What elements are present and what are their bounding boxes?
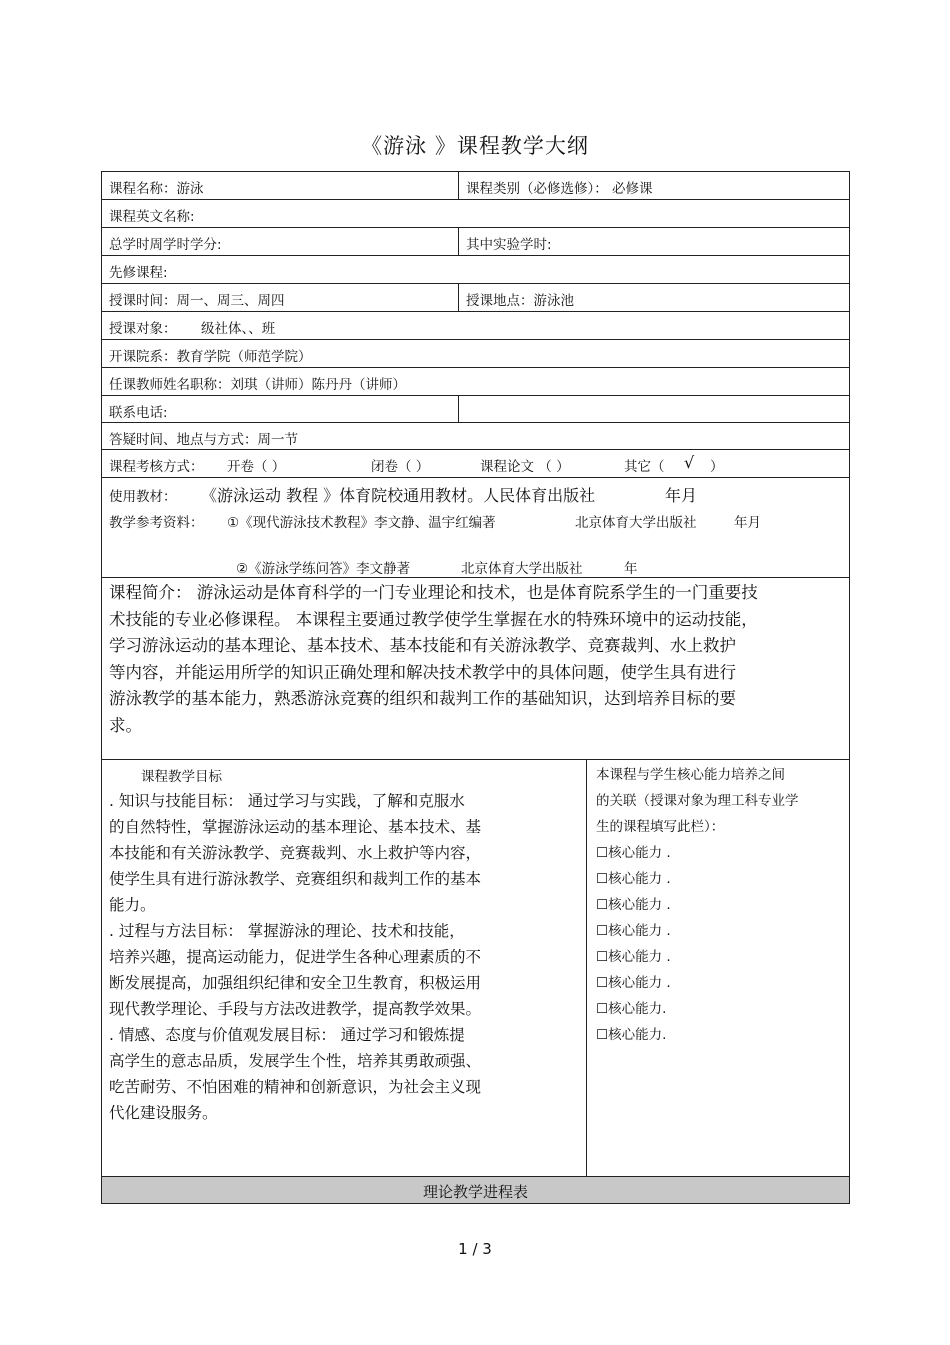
objective-line: . 知识与技能目标： 通过学习与实践，了解和克服水 [109,792,465,810]
page-number: 1 / 3 [458,1240,492,1258]
core-description-line: 的关联（授课对象为理工科专业学 [596,793,799,809]
objectives-heading: 课程教学目标 [141,769,222,785]
department: 开课院系：教育学院（师范学院） [109,349,312,365]
intro-line: 游泳教学的基本能力，熟悉游泳竞赛的组织和裁判工作的基础知识，达到培养目标的要 [109,689,736,708]
ref2: ②《游泳学练问答》李文静著 [236,561,411,577]
objective-line: 的自然特性，掌握游泳运动的基本理论、基本技术、基 [109,818,482,836]
row-phone [102,396,849,423]
core-ability-checkbox: ☐核心能力 . [596,897,671,913]
lab-hours: 其中实验学时: [466,237,552,253]
row-office-hours [102,423,849,450]
ref1-year: 年月 [734,515,761,531]
exam-other-checkmark: √ [684,453,695,472]
row-hours [102,228,849,256]
row-exam [102,450,849,478]
row-objectives [102,760,849,1177]
row-teachers [102,368,849,396]
phone: 联系电话: [109,405,168,421]
row-prerequisite [102,256,849,284]
audience-value: 级社体、、班 [201,321,276,337]
objective-line: 代化建设服务。 [109,1104,218,1122]
intro-line: 课程简介： 游泳运动是体育科学的一门专业理论和技术，也是体育院系学生的一门重要技 [109,583,758,602]
ref1-publisher: 北京体育大学出版社 [575,515,697,531]
objectives-text [102,788,586,1168]
objective-line: 使学生具有进行游泳教学、竞赛组织和裁判工作的基本 [109,870,482,888]
intro-line: 等内容，并能运用所学的知识正确处理和解决技术教学中的具体问题，使学生具有进行 [109,662,736,682]
row-materials [102,478,849,578]
syllabus-table [101,171,850,1204]
ref-label: 教学参考资料： [109,515,204,531]
objective-line: . 过程与方法目标： 掌握游泳的理论、技术和技能， [109,922,465,940]
prerequisite: 先修课程: [109,265,168,281]
objective-line: . 情感、态度与价值观发展目标： 通过学习和锻炼提 [109,1026,465,1044]
intro-line: 求。 [109,715,142,735]
core-ability-checkbox: ☐核心能力 . [596,923,671,939]
intro-line: 术技能的专业必修课程。 本课程主要通过教学使学生掌握在水的特殊环境中的运动技能， [109,609,758,629]
textbook-year: 年月 [665,486,698,505]
english-name: 课程英文名称: [109,209,195,225]
row-english-name [102,200,849,228]
ref2-publisher: 北京体育大学出版社 [461,561,583,577]
audience-label: 授课对象： [109,321,177,337]
exam-other-close: ） [710,459,724,475]
divider [458,396,459,422]
exam-open: 开卷（ ） [227,459,286,475]
ref1: ①《现代游泳技术教程》李文静、温宇红编著 [227,515,496,531]
exam-paper: 课程论文 （ ） [480,459,570,475]
core-ability-checkbox: ☐核心能力. [596,1027,667,1043]
exam-label: 课程考核方式： [109,459,204,475]
core-ability-checkbox: ☐核心能力 . [596,845,671,861]
class-place: 授课地点：游泳池 [466,293,574,309]
core-description-line: 本课程与学生核心能力培养之间 [596,767,785,783]
progress-header: 理论教学进程表 [422,1183,528,1201]
page-title: 《游泳 》课程教学大纲 [361,134,589,158]
course-name: 课程名称：游泳 [109,181,204,197]
objective-line: 能力。 [109,896,156,914]
exam-closed: 闭卷（ ） [371,459,430,475]
row-course-name [102,172,849,200]
objective-line: 本技能和有关游泳教学、竞赛裁判、水上救护等内容， [109,844,482,862]
objective-line: 培养兴趣，提高运动能力，促进学生各种心理素质的不 [109,948,482,966]
course-intro [102,578,847,759]
row-department [102,340,849,368]
textbook-label: 使用教材： [109,489,177,505]
textbook: 《游泳运动 教程 》体育院校通用教材。人民体育出版社 [201,486,596,505]
course-category: 课程类别（必修选修）： 必修课 [466,181,653,197]
core-ability-checkbox: ☐核心能力 . [596,949,671,965]
objective-line: 现代教学理论、手段与方法改进教学，提高教学效果。 [109,1000,482,1018]
objective-line: 吃苦耐劳、不怕困难的精神和创新意识，为社会主义现 [109,1078,482,1096]
core-ability-panel [587,762,849,1062]
class-time: 授课时间：周一、周三、周四 [109,293,285,309]
objective-line: 断发展提高，加强组织纪律和安全卫生教育，积极运用 [109,974,482,992]
core-ability-checkbox: ☐核心能力. [596,1001,667,1017]
row-class-time [102,284,849,312]
row-audience [102,312,849,340]
intro-line: 学习游泳运动的基本理论、基本技术、基本技能和有关游泳教学、竞赛裁判、水上救护 [109,636,736,655]
core-ability-checkbox: ☐核心能力 . [596,871,671,887]
ref2-year: 年 [624,561,638,577]
office-hours: 答疑时间、地点与方式：周一节 [109,432,298,448]
progress-header-row [102,1177,849,1203]
core-description-line: 生的课程填写此栏）： [596,819,725,835]
row-intro [102,578,849,760]
core-ability-checkbox: ☐核心能力 . [596,975,671,991]
teachers: 任课教师姓名职称：刘琪（讲师）陈丹丹（讲师） [109,377,406,393]
hours: 总学时周学时学分: [109,237,222,253]
exam-other-label: 其它（ [624,459,665,475]
objective-line: 高学生的意志品质，发展学生个性，培养其勇敢顽强、 [109,1052,482,1070]
